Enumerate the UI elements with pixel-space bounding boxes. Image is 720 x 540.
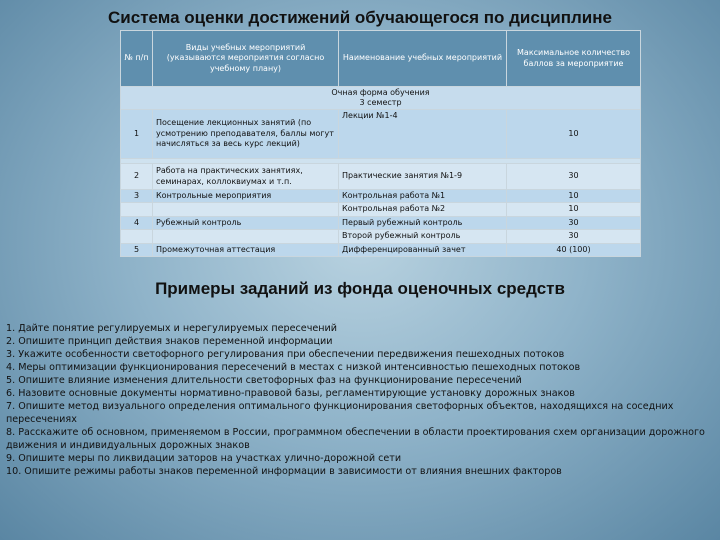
- row-activity-name: Второй рубежный контроль: [339, 230, 507, 243]
- row-activity-type: [153, 203, 339, 216]
- row-activity-type: Промежуточная аттестация: [153, 243, 339, 256]
- list-item: 6. Назовите основные документы нормативно-правовой базы, регламентирующие установку дорожных знаков: [6, 388, 575, 399]
- row-max-points: 40 (100): [507, 243, 641, 256]
- list-item: 2. Опишите принцип действия знаков переменной информации: [6, 336, 333, 347]
- header-max-points: Максимальное количество баллов за мероприятие: [507, 31, 641, 87]
- table-row: [121, 203, 641, 216]
- row-activity-name: Контрольная работа №2: [339, 203, 507, 216]
- row-max-points: 30: [507, 164, 641, 190]
- row-activity-name: Дифференцированный зачет: [339, 243, 507, 256]
- table-row: [121, 110, 641, 159]
- list-item: 9. Опишите меры по ликвидации заторов на участках улично-дорожной сети: [6, 453, 402, 464]
- row-max-points: 10: [507, 110, 641, 159]
- row-num: 5: [121, 243, 153, 256]
- row-activity-type: Рубежный контроль: [153, 216, 339, 229]
- assessment-table: [120, 30, 641, 257]
- row-max-points: 10: [507, 203, 641, 216]
- list-item: 1. Дайте понятие регулируемых и нерегулируемых пересечений: [6, 323, 338, 334]
- header-activity-type: Виды учебных мероприятий (указываются мероприятия согласно учебному плану): [153, 31, 339, 87]
- row-num: [121, 230, 153, 243]
- list-item: 10. Опишите режимы работы знаков переменной информации в зависимости от влияния внешних факторов: [6, 466, 562, 477]
- table-row: [121, 243, 641, 256]
- header-activity-name: Наименование учебных мероприятий: [339, 31, 507, 87]
- row-num: 2: [121, 164, 153, 190]
- study-form-band: [121, 87, 641, 110]
- examples-title: Примеры заданий из фонда оценочных средств: [155, 279, 565, 298]
- list-item: 3. Укажите особенности светофорного регулирования при обеспечении передвижения пешеходных потоков: [6, 349, 565, 360]
- semester-label: 3 семестр: [359, 98, 402, 107]
- table-row: [121, 216, 641, 229]
- row-num: 3: [121, 190, 153, 203]
- row-activity-type: [153, 230, 339, 243]
- row-max-points: 10: [507, 190, 641, 203]
- header-num: № п/п: [121, 31, 153, 87]
- list-item: 5. Опишите влияние изменения длительности светофорных фаз на функционирование пересечений: [6, 375, 522, 386]
- row-activity-type: Контрольные мероприятия: [153, 190, 339, 203]
- table-row: [121, 164, 641, 190]
- row-num: 1: [121, 110, 153, 159]
- task-list: [6, 322, 711, 478]
- study-form-label: Очная форма обучения: [331, 88, 430, 97]
- row-activity-type: Работа на практических занятиях, семинарах, коллоквиумах и т.п.: [153, 164, 339, 190]
- row-activity-name: Первый рубежный контроль: [339, 216, 507, 229]
- row-num: [121, 203, 153, 216]
- row-max-points: 30: [507, 230, 641, 243]
- table-row: [121, 190, 641, 203]
- row-activity-name: Практические занятия №1-9: [339, 164, 507, 190]
- page-title: Система оценки достижений обучающегося по дисциплине: [108, 8, 612, 27]
- row-activity-name: Контрольная работа №1: [339, 190, 507, 203]
- list-item: 7. Опишите метод визуального определения оптимального функционирования светофорных объектов, находящихся на соседних пересечениях: [6, 401, 674, 425]
- list-item: 8. Расскажите об основном, применяемом в России, программном обеспечении в области проектирования схем организации дорожного движения и индивидуальных дорожных знаков: [6, 427, 705, 451]
- row-activity-name: Лекции №1-4: [339, 110, 507, 159]
- table-row: [121, 230, 641, 243]
- list-item: 4. Меры оптимизации функционирования пересечений в местах с низкой интенсивностью пешеходных потоков: [6, 362, 581, 373]
- row-num: 4: [121, 216, 153, 229]
- row-activity-type: Посещение лекционных занятий (по усмотрению преподавателя, баллы могут начисляться за весь курс лекций): [153, 110, 339, 159]
- row-max-points: 30: [507, 216, 641, 229]
